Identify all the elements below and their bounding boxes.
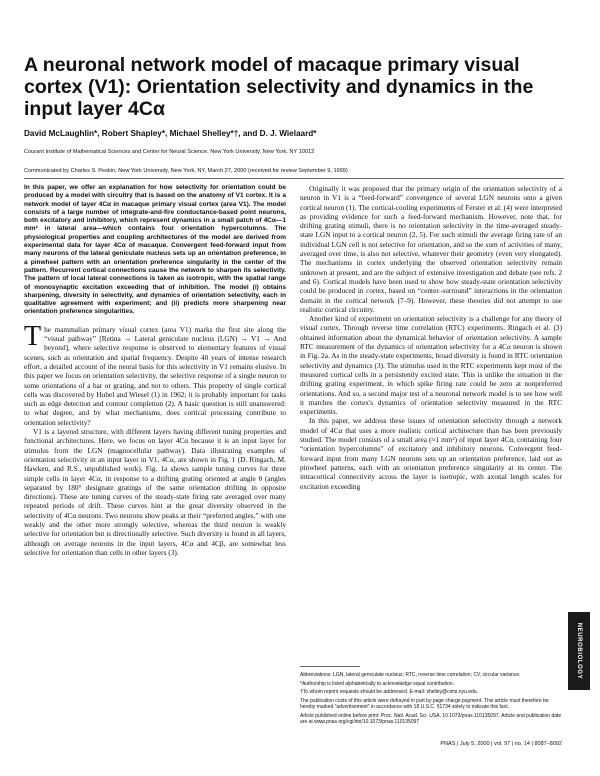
intro-paragraph-2: V1 is a layered structure, with different layers having different tuning properties and functional architectures. Here, we focus on layer 4Cα because it is an input layer for stimulus from the LGN (magnocellular pathway). Data illustrating examples of orientation selectivity in an input layer in V1, 4Cα, are shown in Fig. 1 (D. Ringach, M. Hawken, and R.S., unpublished work). Fig. 1a shows sample tuning curves for three simple cells in layer 4Cα, in response to a drifting grating oriented at angle θ (angles separated by 180° designate gratings of the same orientation drifting in opposite directions). These are tuning curves of the steady-state firing rate averaged over many repeated periods of drift. These curves hint at the great diversity observed in the selectivity of 4Cα neurons. Two neurons show peaks at their “preferred angles,” with one weakly and the other more strongly selective, whereas the third neuron is weakly selective for orientation but is directionally selective. Such diversity is found in all layers, although on average neurons in the input layers, 4Cα and 4Cβ, are somewhat less selective for orientation than cells in other layers (3). (24, 427, 287, 557)
body-paragraph-3: In this paper, we address these issues of orientation selectivity through a network model of 4Cα that uses a more realistic cortical architecture than has been previously studied. The model consists of a small area (≈1 mm²) of input layer 4Cα, containing four “orientation hypercolumns” of excitatory and inhibitory neurons. Convergent feed-forward input from many LGN neurons sets up an orientation preference, laid out as pinwheel patterns, each with an orientation preference singularity at its center. The intracortical connectivity across the layer is isotropic, with axonal length scales for excitation exceeding (300, 416, 562, 491)
abstract: In this paper, we offer an explanation for how selectivity for orientation could be produced by a model with circuitry that is based on the anatomy of V1 cortex. It is a network model of layer 4Cα in macaque primary visual cortex (area V1). The model consists of a large number of integrate-and-fire conductance-based point neurons, both excitatory and inhibitory, which represent dynamics in a small patch of 4Cα—1 mm² in lateral area—which contains four orientation hypercolumns. The physiological properties and coupling architectures of the model are derived from experimental data for layer 4Cα of macaque. Convergent feed-forward input from many neurons of the lateral geniculate nucleus sets up an orientation preference, in a pinwheel pattern with an orientation preference singularity in the center of the pattern. Recurrent cortical connections cause the network to sharpen its selectivity. The pattern of local lateral connections is taken as isotropic, with the spatial range of monosynaptic excitation exceeding that of inhibition. The model (i) obtains sharpening, diversity in selectivity, and dynamics of orientation selectivity, each in qualitative agreement with experiment; and (ii) predicts more sharpening near orientation preference singularities. (24, 184, 286, 316)
intro-paragraph-1 (24, 320, 286, 427)
body-paragraph-2: Another kind of experiment on orientation selectivity is a challenge for any theory of visual cortex. Through reverse time correlation (RTC) experiments, Ringach et al. (3) obtained information about the dynamical behavior of orientation selectivity. A sample RTC measurement of the dynamics of orientation selectivity for a 4Cα neuron is shown in Fig. 2a. As in the steady-state experiments, broad diversity is found in RTC orientation selectivity and dynamics (3). The stimulus used in the RTC experiments kept most of the measured cortical cells in a persistently excited state. This is unlike the situation in the drifting grating experiment, in which spike firing rate could be zero at nonpreferred orientations. And so, a second major test of a neuronal network model is to see how well it matches the cortex's dynamics of orientation selectivity measured in the RTC experiments. (300, 314, 562, 417)
footnote-abbreviations: Abbreviations: LGN, lateral geniculate nucleus; RTC, reverse time correlation; CV, circular variance. (300, 672, 521, 678)
footnote-divider (300, 666, 360, 667)
footnote-authorship: *Authorship is listed alphabetically to acknowledge equal contribution. (300, 680, 454, 687)
drop-cap: T (24, 320, 42, 352)
page-footer: PNAS | July 5, 2000 | vol. 97 | no. 14 | 8087–8092 (440, 741, 562, 747)
communicated-by: Communicated by Charles S. Peskin, New York University, New York, NY, March 27, 2000 (received for review September 9, 1999) (24, 168, 348, 174)
body-paragraph-1: Originally it was proposed that the primary origin of the orientation selectivity of a neuron in V1 is a “feed-forward” convergence of several LGN neurons onto a given cortical neuron (1). The cortical-cooling experiments of Ferster et al. (4) were interpreted as providing evidence for such a feed-forward mechanism. However, note that, for drifting grating stimuli, there is no orientation selectivity in the time-averaged steady-state LGN input to a cortical neuron (2, 5). For such stimuli the average firing rate of an individual LGN cell is not selective for orientation, and so the sum of activities of many, averaged over time, is also not selective, whatever their geometry (even very elongated). The mechanisms in cortex underlying the observed orientation selectivity remain unknown at present, and are the subject of extensive investigation and debate (see refs. 2 and 6). Cortical models have been used to show how steady-state orientation selectivity could be produced in cortex, based on “center–surround” interactions in the orientation domain in the cortical network (7–9). However, these theories did not attempt to use realistic cortical circuitry. (300, 184, 562, 314)
author-list: David McLaughlin*, Robert Shapley*, Michael Shelley*†, and D. J. Wielaard* (24, 129, 317, 138)
left-column (24, 184, 286, 557)
header-divider (24, 178, 564, 179)
footnote-publication-costs: The publication costs of this article were defrayed in part by page charge payment. This article must therefore be hereby marked “advertisement” in accordance with 18 U.S.C. §1734 solely to indicate this fact. (300, 698, 549, 711)
footnote-online-publication: Article published online before print: Proc. Natl. Acad. Sci. USA, 10.1073/pnas.110135097. Article and publication date are at www.pnas.org/cgi/doi/10.1073/pnas.110135097 (300, 713, 562, 726)
footnote-correspondence: †To whom reprint requests should be addressed. E-mail: shelley@cims.nyu.edu. (300, 689, 478, 696)
footnotes (300, 672, 562, 728)
affiliation: Courant Institute of Mathematical Sciences and Center for Neural Science, New York University, New York, NY 10012 (24, 149, 315, 155)
section-tab-label: NEUROBIOLOGY (576, 622, 582, 680)
right-column (300, 184, 562, 491)
article-title: A neuronal network model of macaque primary visual cortex (V1): Orientation selectivity and dynamics in the input layer 4Cα (24, 54, 534, 120)
section-tab (568, 612, 590, 690)
intro-paragraph-1-text: he mammalian primary visual cortex (area V1) marks the first site along the “visual pathway” [Retina → Lateral geniculate nucleus (LGN) → V1 → And beyond], where selective response is observed to elementary features of visual scenes, such as orientation and spatial frequency. Despite 40 years of intense research effort, a detailed account of the neural basis for this selectivity in V1 remains elusive. In this paper we focus on orientation selectivity, the selective response of a single neuron to some orientations of a bar or grating, and not to others. This property of single cortical cells was discovered by Hubel and Wiesel (1) in 1962; it is probably important for tasks such as edge detection and contour completion (2). A basic question is still unanswered: to what degree, and by what mechanisms, does cortical processing contribute to orientation selectivity? (24, 324, 286, 427)
